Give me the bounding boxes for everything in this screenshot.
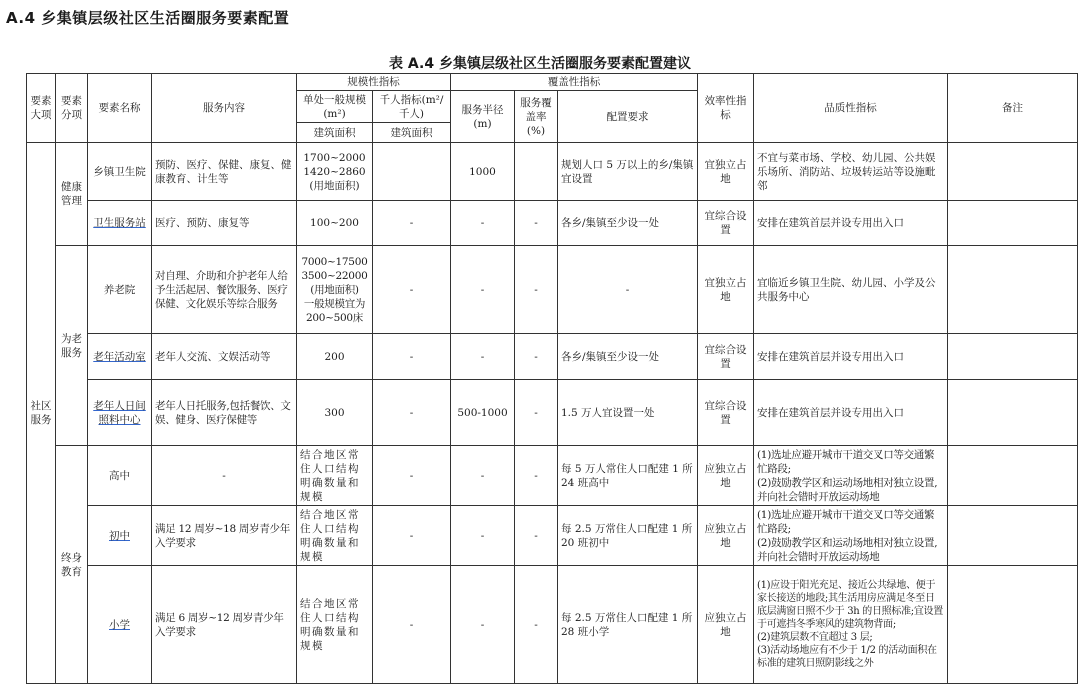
row-scale: 100~200 [297, 201, 373, 246]
row-efficiency: 应独立占地 [698, 446, 754, 506]
header-scale-single-sub: 建筑面积 [297, 123, 373, 143]
header-scale-single: 单处一般规模(m²) [297, 91, 373, 123]
row-radius: - [451, 246, 515, 334]
table-caption: 表 A.4 乡集镇层级社区生活圈服务要素配置建议 [389, 56, 691, 72]
row-per-thousand: - [373, 201, 451, 246]
row-per-thousand [373, 143, 451, 201]
header-scale-group: 规模性指标 [297, 74, 451, 91]
row-service: 满足 12 周岁~18 周岁青少年入学要求 [152, 506, 297, 566]
section-heading: A.4 乡集镇层级社区生活圈服务要素配置 [6, 9, 290, 27]
category-cell: 社区服务 [27, 143, 56, 684]
row-remarks [948, 380, 1078, 446]
row-efficiency: 宜综合设置 [698, 380, 754, 446]
row-service: 医疗、预防、康复等 [152, 201, 297, 246]
row-name: 初中 [88, 506, 152, 566]
row-scale: 结合地区常住人口结构明确数量和规模 [297, 446, 373, 506]
row-quality: 不宜与菜市场、学校、幼儿园、公共娱乐场所、消防站、垃圾转运站等设施毗邻 [754, 143, 948, 201]
table-row [27, 380, 1078, 446]
row-name: 卫生服务站 [88, 201, 152, 246]
row-config: 每 2.5 万常住人口配建 1 所 20 班初中 [558, 506, 698, 566]
row-efficiency: 宜独立占地 [698, 143, 754, 201]
row-quality: 宜临近乡镇卫生院、幼儿园、小学及公共服务中心 [754, 246, 948, 334]
group-health: 健康管理 [56, 143, 88, 246]
row-coverage-rate: - [515, 446, 558, 506]
row-efficiency: 宜综合设置 [698, 334, 754, 380]
row-quality: (1)应设于阳光充足、接近公共绿地、便于家长接送的地段;其生活用房应满足冬至日底层满窗日照不少于 3h 的日照标准;宜设置于可遮挡冬季寒风的建筑物背面; (2)建筑层数不宜超过 3 层; (3)活动场地应有不少于 1/2 的活动面积在标准的建筑日照阴影线之外 [754, 566, 948, 684]
table-row [27, 506, 1078, 566]
row-service: 对自理、介助和介护老年人给予生活起居、餐饮服务、医疗保健、文化娱乐等综合服务 [152, 246, 297, 334]
row-config: 各乡/集镇至少设一处 [558, 334, 698, 380]
row-config: 1.5 万人宜设置一处 [558, 380, 698, 446]
service-elements-table [26, 73, 1078, 684]
header-remarks: 备注 [948, 74, 1078, 143]
table-row [27, 334, 1078, 380]
header-subcategory: 要素分项 [56, 74, 88, 143]
row-service: 满足 6 周岁~12 周岁青少年入学要求 [152, 566, 297, 684]
group-elderly: 为老服务 [56, 246, 88, 446]
row-scale: 7000~17500 3500~22000 (用地面积) 一般规模宜为200~500床 [297, 246, 373, 334]
row-coverage-rate: - [515, 566, 558, 684]
row-service: - [152, 446, 297, 506]
row-name: 高中 [88, 446, 152, 506]
header-per-thousand-sub: 建筑面积 [373, 123, 451, 143]
row-coverage-rate: - [515, 246, 558, 334]
row-scale: 300 [297, 380, 373, 446]
header-efficiency: 效率性指标 [698, 74, 754, 143]
header-row-1 [27, 74, 1078, 91]
header-coverage-group: 覆盖性指标 [451, 74, 698, 91]
row-config: 各乡/集镇至少设一处 [558, 201, 698, 246]
row-name: 养老院 [88, 246, 152, 334]
row-efficiency: 应独立占地 [698, 506, 754, 566]
row-per-thousand: - [373, 506, 451, 566]
row-radius: - [451, 446, 515, 506]
row-coverage-rate [515, 143, 558, 201]
row-efficiency: 宜综合设置 [698, 201, 754, 246]
row-per-thousand: - [373, 246, 451, 334]
row-name: 老年活动室 [88, 334, 152, 380]
table-row [27, 446, 1078, 506]
row-radius: - [451, 506, 515, 566]
row-coverage-rate: - [515, 201, 558, 246]
row-quality: (1)选址应避开城市干道交叉口等交通繁忙路段; (2)鼓励教学区和运动场地相对独立设置,并向社会错时开放运动场地 [754, 506, 948, 566]
row-radius: - [451, 334, 515, 380]
row-quality: 安排在建筑首层并设专用出入口 [754, 201, 948, 246]
row-quality: 安排在建筑首层并设专用出入口 [754, 334, 948, 380]
row-scale: 结合地区常住人口结构明确数量和规模 [297, 566, 373, 684]
row-radius: - [451, 566, 515, 684]
header-coverage-rate: 服务覆盖率(%) [515, 91, 558, 143]
row-remarks [948, 506, 1078, 566]
header-per-thousand: 千人指标(m²/千人) [373, 91, 451, 123]
row-config: 每 5 万人常住人口配建 1 所 24 班高中 [558, 446, 698, 506]
row-remarks [948, 143, 1078, 201]
row-coverage-rate: - [515, 506, 558, 566]
table-row [27, 246, 1078, 334]
row-name: 老年人日间照料中心 [88, 380, 152, 446]
header-quality: 品质性指标 [754, 74, 948, 143]
table-row [27, 201, 1078, 246]
row-remarks [948, 446, 1078, 506]
row-remarks [948, 201, 1078, 246]
row-coverage-rate: - [515, 334, 558, 380]
row-quality: (1)选址应避开城市干道交叉口等交通繁忙路段; (2)鼓励教学区和运动场地相对独立设置,并向社会错时开放运动场地 [754, 446, 948, 506]
header-service: 服务内容 [152, 74, 297, 143]
row-scale: 结合地区常住人口结构明确数量和规模 [297, 506, 373, 566]
row-service: 老年人交流、文娱活动等 [152, 334, 297, 380]
header-radius: 服务半径(m) [451, 91, 515, 143]
row-efficiency: 应独立占地 [698, 566, 754, 684]
table-row [27, 143, 1078, 201]
row-name: 乡镇卫生院 [88, 143, 152, 201]
header-config: 配置要求 [558, 91, 698, 143]
row-radius: 1000 [451, 143, 515, 201]
row-efficiency: 宜独立占地 [698, 246, 754, 334]
row-coverage-rate: - [515, 380, 558, 446]
row-radius: - [451, 201, 515, 246]
row-service: 预防、医疗、保健、康复、健康教育、计生等 [152, 143, 297, 201]
table-row [27, 566, 1078, 684]
row-scale: 200 [297, 334, 373, 380]
row-quality: 安排在建筑首层并设专用出入口 [754, 380, 948, 446]
row-per-thousand: - [373, 334, 451, 380]
row-config: 每 2.5 万常住人口配建 1 所 28 班小学 [558, 566, 698, 684]
header-category: 要素大项 [27, 74, 56, 143]
row-scale: 1700~2000 1420~2860 (用地面积) [297, 143, 373, 201]
row-per-thousand: - [373, 380, 451, 446]
row-remarks [948, 246, 1078, 334]
row-remarks [948, 566, 1078, 684]
row-remarks [948, 334, 1078, 380]
header-name: 要素名称 [88, 74, 152, 143]
row-per-thousand: - [373, 446, 451, 506]
row-config: 规划人口 5 万以上的乡/集镇宜设置 [558, 143, 698, 201]
row-radius: 500-1000 [451, 380, 515, 446]
group-education: 终身教育 [56, 446, 88, 684]
row-per-thousand: - [373, 566, 451, 684]
row-service: 老年人日托服务,包括餐饮、文娱、健身、医疗保健等 [152, 380, 297, 446]
row-config: - [558, 246, 698, 334]
row-name: 小学 [88, 566, 152, 684]
